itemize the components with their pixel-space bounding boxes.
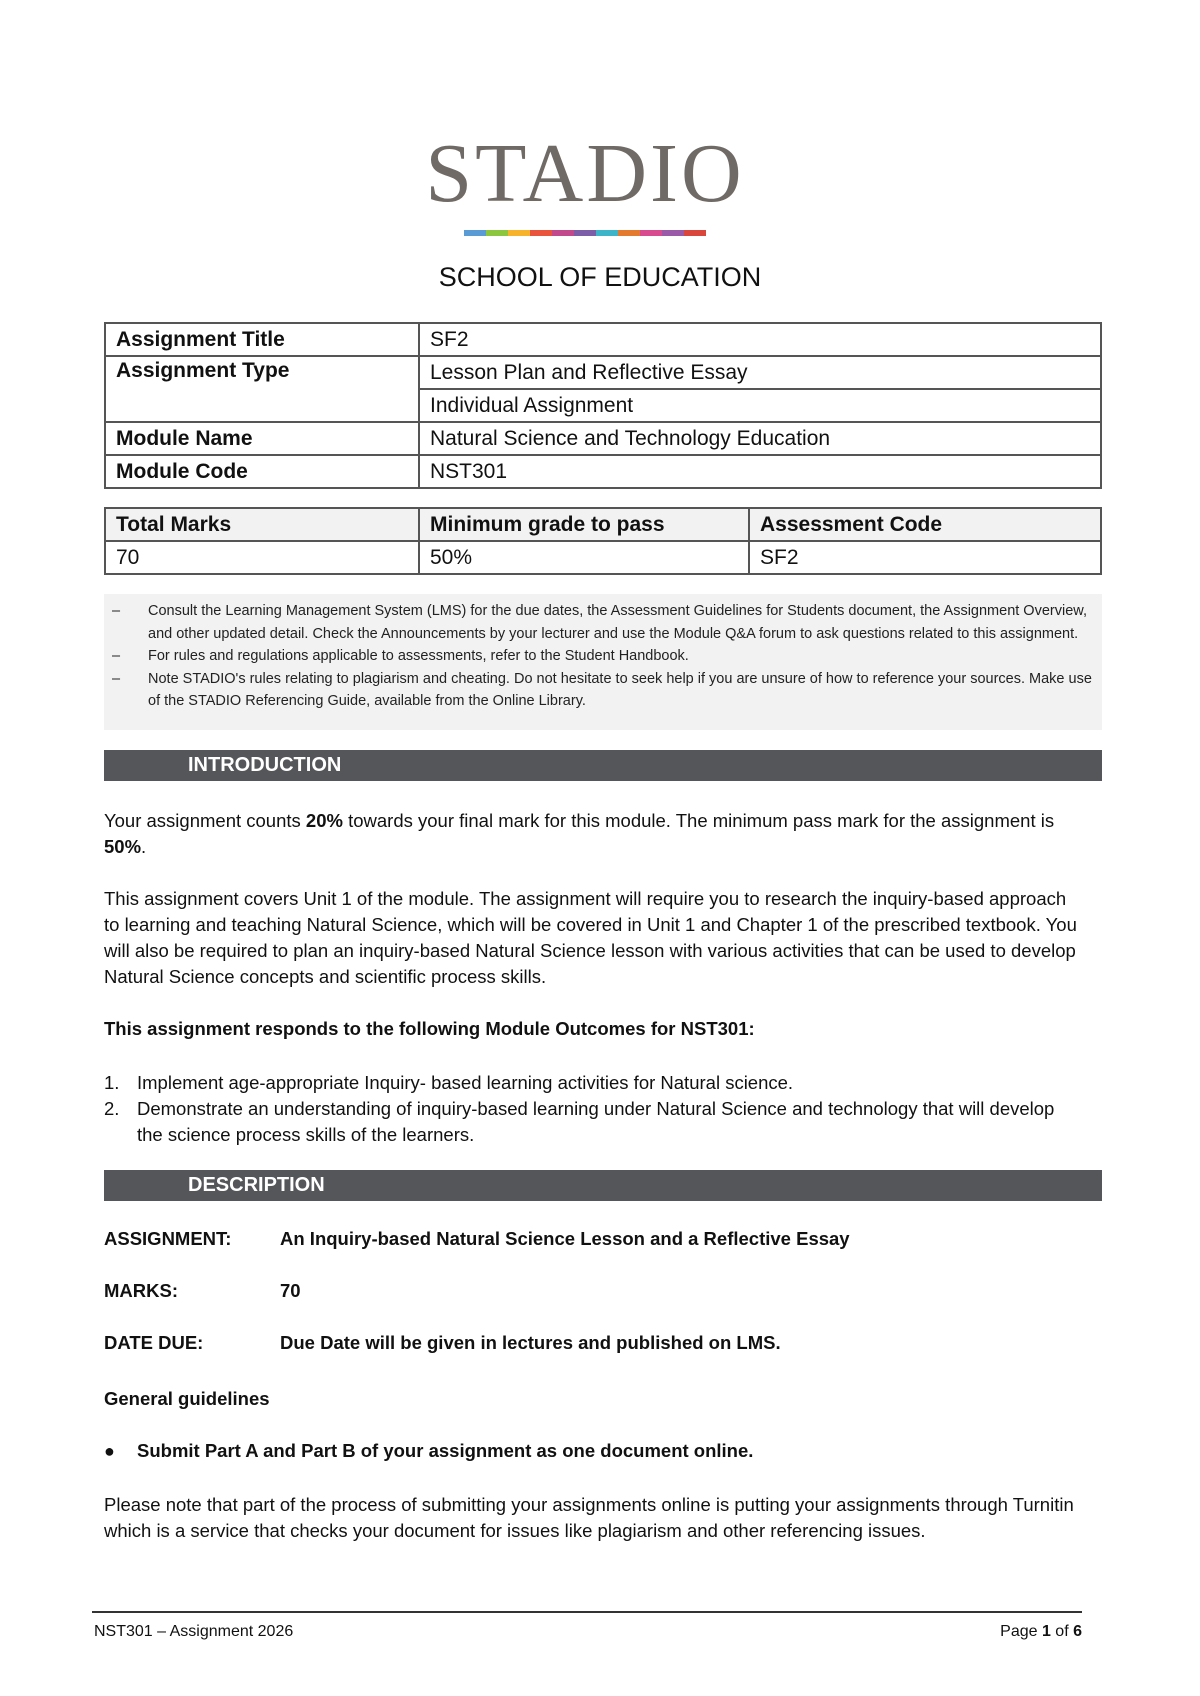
logo-wordmark: STADIO [425, 127, 745, 220]
assignment-value: An Inquiry-based Natural Science Lesson and a Reflective Essay [280, 1228, 850, 1249]
logo-stripe [684, 230, 706, 236]
footer-divider [92, 1611, 1082, 1613]
description-heading: DESCRIPTION [104, 1170, 1102, 1201]
pass-percent: 50% [104, 836, 142, 857]
note-item: – Consult the Learning Management System (LMS) for the due dates, the Assessment Guidelines for Students document, the Assignment Overview, and other updated detail. Check the Announcements by your lecturer and use the Module Q&A forum to ask questions related to this assignment. [112, 600, 1094, 645]
table-header-row [105, 508, 1101, 541]
logo-stripe [464, 230, 486, 236]
footer-left: NST301 – Assignment 2026 [94, 1623, 294, 1640]
note-item: – For rules and regulations applicable to assessments, refer to the Student Handbook. [112, 645, 1094, 668]
logo-stripe [640, 230, 662, 236]
table-row [105, 455, 1101, 488]
logo-stripe [662, 230, 684, 236]
assignment-detail [104, 1228, 850, 1250]
module-name-value: Natural Science and Technology Education [419, 422, 1101, 455]
list-item: 2. Demonstrate an understanding of inquiry-based learning under Natural Science and technology that will develop the science process skills of the learners. [104, 1098, 1055, 1145]
marks-detail [104, 1280, 301, 1302]
table-row [105, 422, 1101, 455]
outcomes-list [104, 1070, 1082, 1148]
guidelines-heading: General guidelines [104, 1388, 270, 1409]
guideline-bullet: ● Submit Part A and Part B of your assignment as one document online. [104, 1440, 754, 1461]
min-grade-value: 50% [419, 541, 749, 574]
logo-stripe [486, 230, 508, 236]
assignment-label: ASSIGNMENT: [104, 1228, 232, 1249]
assessment-notes [104, 594, 1102, 730]
introduction-heading: INTRODUCTION [104, 750, 1102, 781]
logo-stripe [552, 230, 574, 236]
list-item: 1. Implement age-appropriate Inquiry- based learning activities for Natural science. [104, 1072, 794, 1093]
assignment-type-value: Lesson Plan and Reflective Essay [419, 356, 1101, 389]
total-marks-value: 70 [105, 541, 419, 574]
assignment-title-label: Assignment Title [105, 323, 419, 356]
marks-label: MARKS: [104, 1280, 178, 1301]
school-title: SCHOOL OF EDUCATION [438, 262, 762, 292]
logo-stripe [618, 230, 640, 236]
assessment-code-value: SF2 [749, 541, 1101, 574]
table-row [105, 356, 1101, 389]
logo-stripe [574, 230, 596, 236]
table-row [105, 541, 1101, 574]
min-grade-header: Minimum grade to pass [419, 508, 749, 541]
total-marks-header: Total Marks [105, 508, 419, 541]
stadio-logo [405, 128, 765, 232]
page-number: Page 1 of 6 [1000, 1623, 1082, 1640]
intro-paragraph-1: Your assignment counts 20% towards your final mark for this module. The minimum pass mark for the assignment is 50%. [104, 810, 1055, 857]
assessment-code-header: Assessment Code [749, 508, 1101, 541]
assignment-info-table [104, 322, 1102, 489]
marks-table [104, 507, 1102, 575]
intro-paragraph-2: This assignment covers Unit 1 of the module. The assignment will require you to research the inquiry-based approach to learning and teaching Natural Science, which will be covered in Unit 1 and Chapter 1 of the prescribed textbook. You will also be required to plan an inquiry-based Natural Science lesson with various activities that can be used to develop Natural Science concepts and scientific process skills. [104, 888, 1077, 987]
assignment-title-value: SF2 [419, 323, 1101, 356]
table-row [105, 323, 1101, 356]
assignment-type-label: Assignment Type [105, 356, 419, 422]
outcomes-heading: This assignment responds to the following Module Outcomes for NST301: [104, 1018, 755, 1039]
assignment-type-value-2: Individual Assignment [419, 389, 1101, 422]
logo-stripe [508, 230, 530, 236]
note-item: – Note STADIO's rules relating to plagiarism and cheating. Do not hesitate to seek help if you are unsure of how to reference your sources. Make use of the STADIO Referencing Guide, available from the Online Library. [112, 668, 1094, 713]
marks-value: 70 [280, 1280, 301, 1301]
module-code-label: Module Code [105, 455, 419, 488]
due-date-detail [104, 1332, 781, 1354]
logo-color-stripes [405, 230, 765, 236]
bullet-icon: ● [104, 1441, 115, 1461]
module-name-label: Module Name [105, 422, 419, 455]
logo-stripe [596, 230, 618, 236]
logo-stripe [530, 230, 552, 236]
closing-paragraph: Please note that part of the process of submitting your assignments online is putting your assignments through Turnitin which is a service that checks your document for issues like plagiarism and other referencing issues. [104, 1494, 1074, 1541]
due-date-value: Due Date will be given in lectures and published on LMS. [280, 1332, 781, 1353]
due-date-label: DATE DUE: [104, 1332, 204, 1353]
module-code-value: NST301 [419, 455, 1101, 488]
weight-percent: 20% [305, 810, 343, 831]
